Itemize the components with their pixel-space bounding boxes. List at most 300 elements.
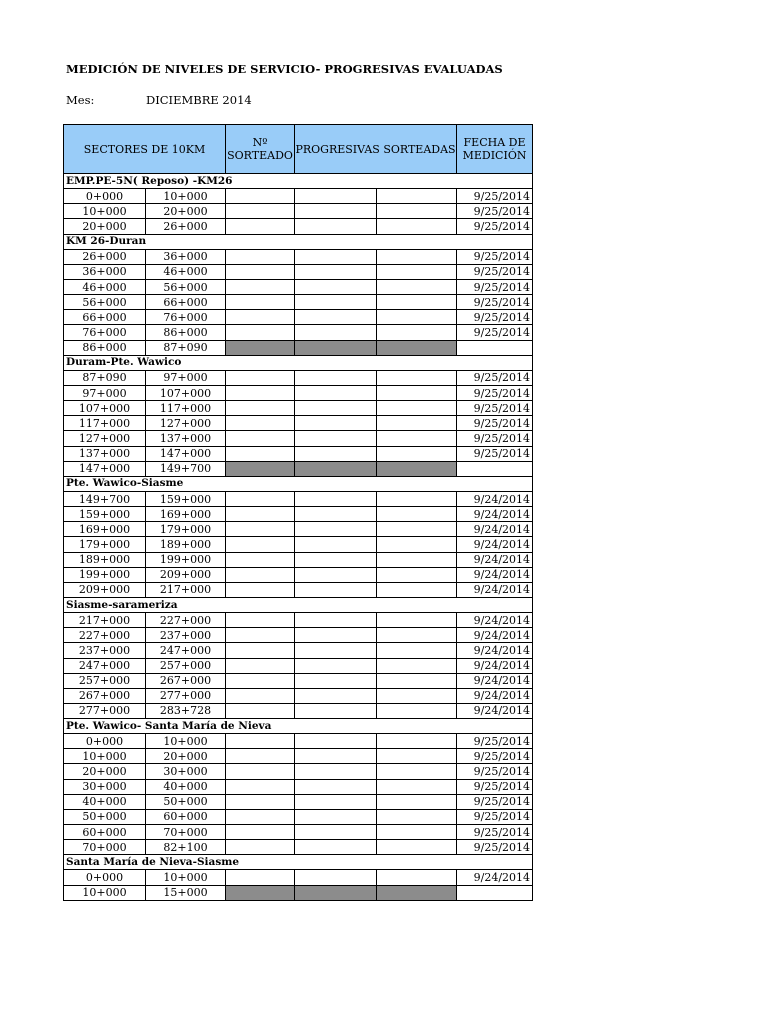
progresiva-cell-2 — [377, 673, 457, 688]
to-km-cell: 60+000 — [146, 809, 226, 824]
table-row — [64, 461, 533, 476]
from-km-cell: 247+000 — [64, 658, 146, 673]
date-cell: 9/25/2014 — [457, 249, 533, 264]
from-km-cell: 209+000 — [64, 582, 146, 597]
sorteado-cell — [226, 734, 295, 749]
header-sorteado: Nº SORTEADO — [226, 125, 295, 174]
table-row — [64, 582, 533, 597]
table-row — [64, 219, 533, 234]
to-km-cell: 10+000 — [146, 189, 226, 204]
date-cell: 9/25/2014 — [457, 446, 533, 461]
progresiva-cell-2 — [377, 522, 457, 537]
from-km-cell: 66+000 — [64, 310, 146, 325]
progresiva-cell-1 — [295, 249, 377, 264]
progresiva-cell-2 — [377, 794, 457, 809]
section-date-cell — [457, 174, 533, 189]
sorteado-cell — [226, 749, 295, 764]
progresiva-cell-2 — [377, 370, 457, 385]
progresiva-cell-2 — [377, 507, 457, 522]
date-cell: 9/25/2014 — [457, 219, 533, 234]
date-cell: 9/25/2014 — [457, 279, 533, 294]
progresiva-cell-1 — [295, 567, 377, 582]
progresiva-cell-1 — [295, 673, 377, 688]
progresiva-cell-1 — [295, 552, 377, 567]
progresiva-cell-2 — [377, 764, 457, 779]
progresiva-cell-2 — [377, 734, 457, 749]
date-cell: 9/24/2014 — [457, 703, 533, 718]
table-row — [64, 522, 533, 537]
table-row — [64, 688, 533, 703]
to-km-cell: 147+000 — [146, 446, 226, 461]
from-km-cell: 199+000 — [64, 567, 146, 582]
to-km-cell: 30+000 — [146, 764, 226, 779]
to-km-cell: 82+100 — [146, 840, 226, 855]
table-row — [64, 264, 533, 279]
section-header-row — [64, 719, 533, 734]
section-date-cell — [457, 355, 533, 370]
table-row — [64, 189, 533, 204]
table-row — [64, 643, 533, 658]
to-km-cell: 50+000 — [146, 794, 226, 809]
to-km-cell: 40+000 — [146, 779, 226, 794]
progresiva-cell-2 — [377, 537, 457, 552]
date-cell: 9/24/2014 — [457, 552, 533, 567]
to-km-cell: 159+000 — [146, 491, 226, 506]
from-km-cell: 117+000 — [64, 416, 146, 431]
progresiva-cell-1 — [295, 431, 377, 446]
progresiva-cell-1 — [295, 840, 377, 855]
progresiva-cell-2 — [377, 567, 457, 582]
section-date-cell — [457, 234, 533, 249]
progresiva-cell-2 — [377, 461, 457, 476]
to-km-cell: 76+000 — [146, 310, 226, 325]
progresiva-cell-1 — [295, 310, 377, 325]
from-km-cell: 46+000 — [64, 279, 146, 294]
from-km-cell: 257+000 — [64, 673, 146, 688]
from-km-cell: 10+000 — [64, 749, 146, 764]
date-cell: 9/24/2014 — [457, 870, 533, 885]
from-km-cell: 86+000 — [64, 340, 146, 355]
sorteado-cell — [226, 219, 295, 234]
to-km-cell: 227+000 — [146, 613, 226, 628]
from-km-cell: 20+000 — [64, 764, 146, 779]
from-km-cell: 56+000 — [64, 295, 146, 310]
progresiva-cell-2 — [377, 431, 457, 446]
date-cell — [457, 340, 533, 355]
progresiva-cell-2 — [377, 628, 457, 643]
table-row — [64, 340, 533, 355]
table-row — [64, 613, 533, 628]
progresiva-cell-2 — [377, 779, 457, 794]
to-km-cell: 70+000 — [146, 825, 226, 840]
sorteado-cell — [226, 688, 295, 703]
progresiva-cell-1 — [295, 522, 377, 537]
page-title: MEDICIÓN DE NIVELES DE SERVICIO- PROGRESIVAS EVALUADAS — [66, 62, 503, 76]
sorteado-cell — [226, 613, 295, 628]
table-row — [64, 809, 533, 824]
progresiva-cell-1 — [295, 370, 377, 385]
sorteado-cell — [226, 416, 295, 431]
progresiva-cell-2 — [377, 688, 457, 703]
progresiva-cell-2 — [377, 189, 457, 204]
date-cell: 9/24/2014 — [457, 507, 533, 522]
progresiva-cell-2 — [377, 385, 457, 400]
progresiva-cell-1 — [295, 825, 377, 840]
table-row — [64, 204, 533, 219]
sorteado-cell — [226, 325, 295, 340]
sorteado-cell — [226, 264, 295, 279]
date-cell — [457, 885, 533, 900]
section-date-cell — [457, 476, 533, 491]
to-km-cell: 107+000 — [146, 385, 226, 400]
to-km-cell: 97+000 — [146, 370, 226, 385]
progresiva-cell-2 — [377, 643, 457, 658]
date-cell: 9/25/2014 — [457, 734, 533, 749]
date-cell: 9/25/2014 — [457, 749, 533, 764]
from-km-cell: 189+000 — [64, 552, 146, 567]
date-cell: 9/25/2014 — [457, 310, 533, 325]
date-cell: 9/25/2014 — [457, 189, 533, 204]
to-km-cell: 169+000 — [146, 507, 226, 522]
date-cell: 9/25/2014 — [457, 370, 533, 385]
to-km-cell: 20+000 — [146, 749, 226, 764]
progresiva-cell-1 — [295, 385, 377, 400]
to-km-cell: 10+000 — [146, 734, 226, 749]
table-row — [64, 249, 533, 264]
sorteado-cell — [226, 204, 295, 219]
progresiva-cell-1 — [295, 461, 377, 476]
from-km-cell: 36+000 — [64, 264, 146, 279]
progresiva-cell-1 — [295, 491, 377, 506]
sorteado-cell — [226, 431, 295, 446]
progresiva-cell-2 — [377, 809, 457, 824]
progresiva-cell-2 — [377, 446, 457, 461]
table-header-row — [64, 125, 533, 174]
from-km-cell: 76+000 — [64, 325, 146, 340]
table-row — [64, 764, 533, 779]
table-row — [64, 628, 533, 643]
date-cell: 9/24/2014 — [457, 537, 533, 552]
from-km-cell: 60+000 — [64, 825, 146, 840]
from-km-cell: 10+000 — [64, 885, 146, 900]
section-name: EMP.PE-5N( Reposo) -KM26 — [64, 174, 457, 189]
progresiva-cell-1 — [295, 658, 377, 673]
sorteado-cell — [226, 643, 295, 658]
section-name: Santa María de Nieva-Siasme — [64, 855, 457, 870]
section-date-cell — [457, 597, 533, 612]
table-row — [64, 295, 533, 310]
section-header-row — [64, 476, 533, 491]
table-row — [64, 673, 533, 688]
to-km-cell: 237+000 — [146, 628, 226, 643]
sorteado-cell — [226, 885, 295, 900]
date-cell: 9/25/2014 — [457, 825, 533, 840]
date-cell: 9/25/2014 — [457, 204, 533, 219]
progresiva-cell-1 — [295, 703, 377, 718]
sorteado-cell — [226, 295, 295, 310]
sorteado-cell — [226, 401, 295, 416]
table-row — [64, 325, 533, 340]
date-cell: 9/24/2014 — [457, 688, 533, 703]
sorteado-cell — [226, 658, 295, 673]
from-km-cell: 97+000 — [64, 385, 146, 400]
sorteado-cell — [226, 552, 295, 567]
table-row — [64, 310, 533, 325]
progresiva-cell-1 — [295, 809, 377, 824]
date-cell: 9/24/2014 — [457, 567, 533, 582]
sorteado-cell — [226, 310, 295, 325]
from-km-cell: 40+000 — [64, 794, 146, 809]
to-km-cell: 26+000 — [146, 219, 226, 234]
to-km-cell: 20+000 — [146, 204, 226, 219]
progresiva-cell-2 — [377, 264, 457, 279]
from-km-cell: 0+000 — [64, 870, 146, 885]
progresiva-cell-2 — [377, 840, 457, 855]
table-row — [64, 825, 533, 840]
from-km-cell: 127+000 — [64, 431, 146, 446]
table-row — [64, 537, 533, 552]
progresiva-cell-2 — [377, 416, 457, 431]
month-label: Mes: — [66, 93, 95, 107]
from-km-cell: 159+000 — [64, 507, 146, 522]
table-row — [64, 370, 533, 385]
section-header-row — [64, 355, 533, 370]
sorteado-cell — [226, 840, 295, 855]
to-km-cell: 86+000 — [146, 325, 226, 340]
from-km-cell: 217+000 — [64, 613, 146, 628]
to-km-cell: 117+000 — [146, 401, 226, 416]
progresiva-cell-2 — [377, 885, 457, 900]
table-row — [64, 446, 533, 461]
progresiva-cell-1 — [295, 507, 377, 522]
table-row — [64, 385, 533, 400]
to-km-cell: 257+000 — [146, 658, 226, 673]
to-km-cell: 46+000 — [146, 264, 226, 279]
progresiva-cell-1 — [295, 779, 377, 794]
from-km-cell: 10+000 — [64, 204, 146, 219]
table-row — [64, 491, 533, 506]
date-cell: 9/25/2014 — [457, 416, 533, 431]
table-row — [64, 552, 533, 567]
to-km-cell: 217+000 — [146, 582, 226, 597]
table-row — [64, 401, 533, 416]
to-km-cell: 36+000 — [146, 249, 226, 264]
table-row — [64, 658, 533, 673]
sorteado-cell — [226, 825, 295, 840]
sorteado-cell — [226, 279, 295, 294]
progresiva-cell-2 — [377, 582, 457, 597]
from-km-cell: 137+000 — [64, 446, 146, 461]
sorteado-cell — [226, 249, 295, 264]
section-name: Duram-Pte. Wawico — [64, 355, 457, 370]
progresiva-cell-1 — [295, 613, 377, 628]
table-row — [64, 749, 533, 764]
progresiva-cell-1 — [295, 688, 377, 703]
progresivas-table — [63, 124, 533, 901]
table-row — [64, 279, 533, 294]
date-cell: 9/24/2014 — [457, 643, 533, 658]
date-cell: 9/25/2014 — [457, 431, 533, 446]
to-km-cell: 179+000 — [146, 522, 226, 537]
month-value: DICIEMBRE 2014 — [146, 93, 252, 107]
progresiva-cell-2 — [377, 204, 457, 219]
progresiva-cell-2 — [377, 310, 457, 325]
section-name: Siasme-sarameriza — [64, 597, 457, 612]
to-km-cell: 137+000 — [146, 431, 226, 446]
progresiva-cell-2 — [377, 613, 457, 628]
date-cell: 9/24/2014 — [457, 582, 533, 597]
date-cell: 9/25/2014 — [457, 401, 533, 416]
section-header-row — [64, 174, 533, 189]
sorteado-cell — [226, 189, 295, 204]
date-cell: 9/25/2014 — [457, 779, 533, 794]
section-name: Pte. Wawico-Siasme — [64, 476, 457, 491]
from-km-cell: 169+000 — [64, 522, 146, 537]
section-date-cell — [457, 719, 533, 734]
date-cell: 9/25/2014 — [457, 385, 533, 400]
header-sectores: SECTORES DE 10KM — [64, 125, 226, 174]
from-km-cell: 149+700 — [64, 491, 146, 506]
progresiva-cell-2 — [377, 870, 457, 885]
from-km-cell: 179+000 — [64, 537, 146, 552]
from-km-cell: 237+000 — [64, 643, 146, 658]
date-cell: 9/24/2014 — [457, 658, 533, 673]
progresiva-cell-2 — [377, 249, 457, 264]
sorteado-cell — [226, 446, 295, 461]
date-cell: 9/25/2014 — [457, 264, 533, 279]
from-km-cell: 20+000 — [64, 219, 146, 234]
date-cell: 9/25/2014 — [457, 809, 533, 824]
sorteado-cell — [226, 385, 295, 400]
progresiva-cell-1 — [295, 628, 377, 643]
table-row — [64, 734, 533, 749]
sorteado-cell — [226, 673, 295, 688]
from-km-cell: 26+000 — [64, 249, 146, 264]
progresiva-cell-1 — [295, 279, 377, 294]
table-row — [64, 885, 533, 900]
to-km-cell: 149+700 — [146, 461, 226, 476]
sorteado-cell — [226, 764, 295, 779]
header-progresivas: PROGRESIVAS SORTEADAS — [295, 125, 457, 174]
progresiva-cell-1 — [295, 264, 377, 279]
table-row — [64, 567, 533, 582]
table-row — [64, 779, 533, 794]
section-name: Pte. Wawico- Santa María de Nieva — [64, 719, 457, 734]
sorteado-cell — [226, 340, 295, 355]
progresiva-cell-2 — [377, 491, 457, 506]
sorteado-cell — [226, 370, 295, 385]
date-cell: 9/24/2014 — [457, 673, 533, 688]
section-header-row — [64, 597, 533, 612]
date-cell: 9/24/2014 — [457, 522, 533, 537]
section-name: KM 26-Duran — [64, 234, 457, 249]
progresiva-cell-1 — [295, 582, 377, 597]
to-km-cell: 277+000 — [146, 688, 226, 703]
to-km-cell: 87+090 — [146, 340, 226, 355]
section-date-cell — [457, 855, 533, 870]
from-km-cell: 87+090 — [64, 370, 146, 385]
progresiva-cell-1 — [295, 734, 377, 749]
table-row — [64, 416, 533, 431]
to-km-cell: 283+728 — [146, 703, 226, 718]
sorteado-cell — [226, 461, 295, 476]
to-km-cell: 199+000 — [146, 552, 226, 567]
sorteado-cell — [226, 703, 295, 718]
date-cell: 9/25/2014 — [457, 325, 533, 340]
sorteado-cell — [226, 537, 295, 552]
table-row — [64, 431, 533, 446]
to-km-cell: 247+000 — [146, 643, 226, 658]
progresiva-cell-2 — [377, 703, 457, 718]
progresiva-cell-1 — [295, 885, 377, 900]
from-km-cell: 50+000 — [64, 809, 146, 824]
progresiva-cell-2 — [377, 658, 457, 673]
table-row — [64, 870, 533, 885]
date-cell: 9/24/2014 — [457, 491, 533, 506]
sorteado-cell — [226, 809, 295, 824]
to-km-cell: 209+000 — [146, 567, 226, 582]
table-body — [64, 174, 533, 901]
sorteado-cell — [226, 491, 295, 506]
from-km-cell: 267+000 — [64, 688, 146, 703]
progresiva-cell-1 — [295, 537, 377, 552]
sorteado-cell — [226, 522, 295, 537]
progresiva-cell-1 — [295, 219, 377, 234]
from-km-cell: 227+000 — [64, 628, 146, 643]
sorteado-cell — [226, 870, 295, 885]
to-km-cell: 127+000 — [146, 416, 226, 431]
progresiva-cell-1 — [295, 340, 377, 355]
to-km-cell: 10+000 — [146, 870, 226, 885]
from-km-cell: 30+000 — [64, 779, 146, 794]
date-cell: 9/25/2014 — [457, 295, 533, 310]
table-row — [64, 507, 533, 522]
progresiva-cell-2 — [377, 401, 457, 416]
date-cell: 9/25/2014 — [457, 764, 533, 779]
to-km-cell: 56+000 — [146, 279, 226, 294]
progresiva-cell-1 — [295, 749, 377, 764]
progresiva-cell-1 — [295, 204, 377, 219]
sorteado-cell — [226, 567, 295, 582]
from-km-cell: 147+000 — [64, 461, 146, 476]
progresiva-cell-2 — [377, 749, 457, 764]
date-cell: 9/24/2014 — [457, 613, 533, 628]
from-km-cell: 0+000 — [64, 734, 146, 749]
progresiva-cell-1 — [295, 446, 377, 461]
progresiva-cell-1 — [295, 794, 377, 809]
table-row — [64, 703, 533, 718]
progresiva-cell-2 — [377, 552, 457, 567]
from-km-cell: 70+000 — [64, 840, 146, 855]
sorteado-cell — [226, 628, 295, 643]
progresiva-cell-1 — [295, 401, 377, 416]
progresiva-cell-1 — [295, 870, 377, 885]
progresiva-cell-2 — [377, 340, 457, 355]
progresiva-cell-1 — [295, 295, 377, 310]
table-row — [64, 794, 533, 809]
to-km-cell: 15+000 — [146, 885, 226, 900]
header-fecha: FECHA DE MEDICIÓN — [457, 125, 533, 174]
section-header-row — [64, 234, 533, 249]
from-km-cell: 0+000 — [64, 189, 146, 204]
sorteado-cell — [226, 794, 295, 809]
date-cell — [457, 461, 533, 476]
date-cell: 9/25/2014 — [457, 840, 533, 855]
progresiva-cell-1 — [295, 764, 377, 779]
progresiva-cell-2 — [377, 295, 457, 310]
sorteado-cell — [226, 582, 295, 597]
table-row — [64, 840, 533, 855]
